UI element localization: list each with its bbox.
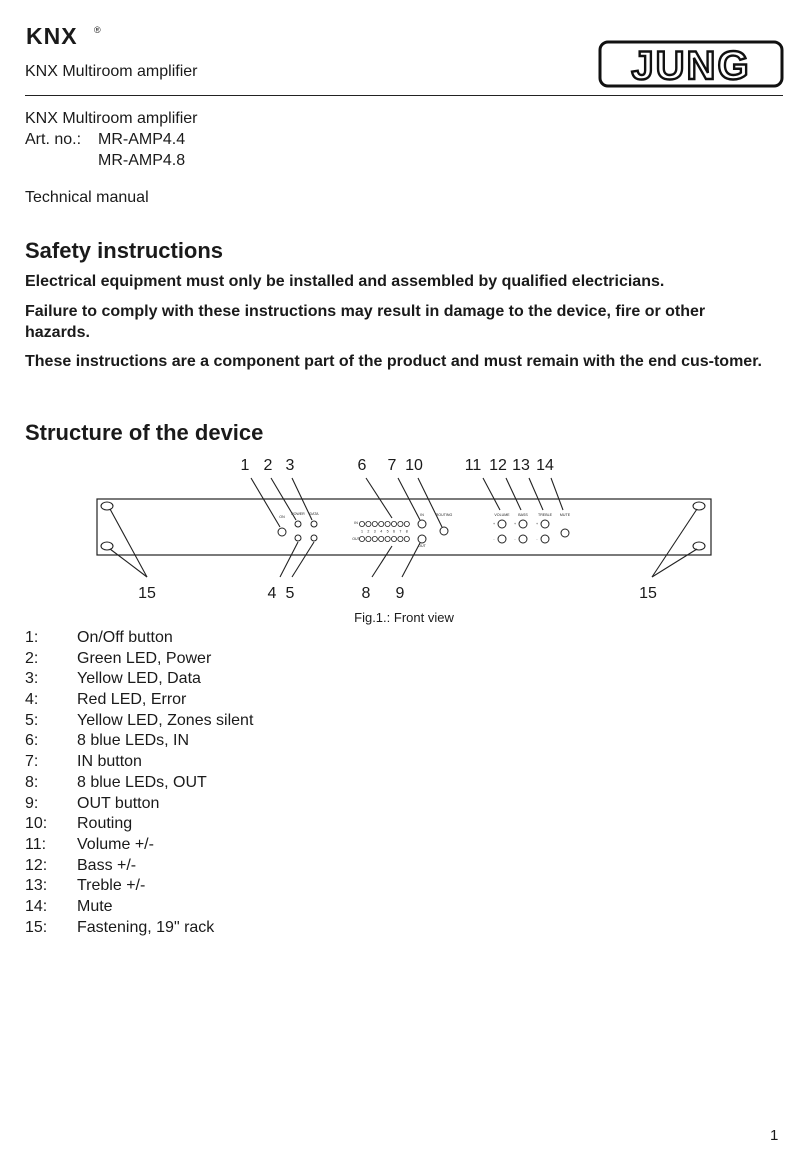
blue-led-in	[398, 521, 403, 526]
art-number-value: MR-AMP4.8	[98, 152, 186, 169]
legend-number: 15:	[25, 918, 48, 936]
legend-text: Red LED, Error	[77, 691, 187, 709]
leader-line-6	[366, 478, 392, 518]
channel-number: 8	[405, 529, 408, 534]
knx-logo-text: KNX	[26, 23, 78, 49]
callout-4: 4	[267, 585, 277, 602]
legend-text: Bass +/-	[77, 856, 137, 874]
blue-led-in	[372, 521, 377, 526]
legend-text: 8 blue LEDs, IN	[77, 732, 190, 750]
document-type: Technical manual	[25, 189, 149, 206]
product-name: KNX Multiroom amplifier	[25, 110, 198, 127]
panel-label-minus: -	[493, 537, 495, 541]
legend-text: Routing	[77, 815, 133, 833]
safety-paragraph: Failure to comply with these instructions may result in damage to the device, fire or other hazards.	[25, 303, 706, 341]
header-divider	[25, 95, 783, 96]
bass-plus-button	[519, 520, 527, 528]
structure-heading: Structure of the device	[25, 420, 264, 445]
callout-10: 10	[405, 457, 423, 474]
volume-minus-button	[498, 535, 506, 543]
panel-label-plus: +	[492, 522, 496, 526]
legend-number: 12:	[25, 856, 48, 874]
callout-2: 2	[263, 457, 273, 474]
blue-led-out	[359, 536, 364, 541]
mounting-hole	[101, 502, 113, 510]
zones-silent-led	[311, 535, 317, 541]
jung-logo	[598, 40, 784, 88]
treble-plus-button	[541, 520, 549, 528]
blue-led-in	[385, 521, 390, 526]
blue-led-in	[366, 521, 371, 526]
art-number-row	[25, 129, 197, 150]
channel-number: 3	[373, 529, 376, 534]
callout-7: 7	[387, 457, 397, 474]
leader-line-15-right	[652, 549, 697, 577]
panel-label-out: OUT	[418, 544, 426, 548]
blue-led-out	[398, 536, 403, 541]
blue-led-in	[404, 521, 409, 526]
leader-line-15-left	[110, 549, 147, 577]
panel-label-minus: -	[514, 537, 516, 541]
panel-label-bass: BASS	[518, 513, 528, 517]
legend-text: Green LED, Power	[77, 649, 212, 667]
legend-text: Treble +/-	[77, 877, 146, 895]
legend-text: Yellow LED, Zones silent	[77, 711, 254, 729]
figure-caption: Fig.1.: Front view	[354, 610, 454, 625]
legend-number: 2:	[25, 649, 39, 667]
page-number: 1	[770, 1127, 779, 1144]
panel-label-data: DATA	[309, 512, 319, 516]
blue-led-in	[379, 521, 384, 526]
legend-number: 13:	[25, 877, 48, 895]
legend-number: 14:	[25, 897, 48, 915]
blue-led-out	[372, 536, 377, 541]
panel-label-in: IN	[420, 513, 424, 517]
callout-5: 5	[285, 585, 295, 602]
channel-number: 7	[399, 529, 402, 534]
in-button	[418, 520, 426, 528]
legend-number: 11:	[25, 835, 47, 853]
error-led	[295, 535, 301, 541]
legend-text: OUT button	[77, 794, 160, 812]
treble-minus-button	[541, 535, 549, 543]
on-off-button	[278, 528, 286, 536]
legend-text: Fastening, 19" rack	[77, 918, 215, 936]
knx-logo-mark: ®	[94, 25, 101, 35]
panel-label-mute: MUTE	[559, 513, 571, 517]
legend-text: Mute	[77, 897, 113, 915]
panel-label-on: ON	[279, 515, 285, 519]
legend-text: Volume +/-	[77, 835, 154, 853]
leader-line-9	[402, 543, 420, 577]
legend-text: Yellow LED, Data	[77, 670, 201, 688]
panel-label-plus: +	[535, 522, 539, 526]
art-number-row	[25, 150, 197, 171]
callout-1: 1	[240, 457, 250, 474]
legend-number: 9:	[25, 794, 39, 812]
leader-line-15-left	[110, 509, 147, 577]
leader-line-13	[529, 478, 543, 510]
callout-14: 14	[536, 457, 554, 474]
callout-9: 9	[395, 585, 405, 602]
leader-line-11	[483, 478, 500, 510]
art-number-value: MR-AMP4.4	[98, 131, 186, 148]
channel-number: 4	[380, 529, 383, 534]
product-info	[25, 108, 197, 171]
channel-number: 5	[386, 529, 389, 534]
callout-8: 8	[361, 585, 371, 602]
legend-text: 8 blue LEDs, OUT	[77, 773, 207, 791]
blue-led-in	[359, 521, 364, 526]
mounting-hole	[693, 502, 705, 510]
front-view-figure	[0, 450, 808, 620]
mounting-hole	[101, 542, 113, 550]
legend-number: 7:	[25, 753, 39, 771]
routing-button	[440, 527, 448, 535]
legend-number: 10:	[25, 815, 48, 833]
legend-number: 1:	[25, 629, 39, 646]
callout-13: 13	[512, 457, 530, 474]
bass-minus-button	[519, 535, 527, 543]
legend-number: 5:	[25, 711, 39, 729]
legend-number: 8:	[25, 773, 39, 791]
panel-label-plus: +	[513, 522, 517, 526]
callout-3: 3	[285, 457, 295, 474]
legend-text: IN button	[77, 753, 142, 771]
blue-led-out	[391, 536, 396, 541]
blue-led-out	[366, 536, 371, 541]
out-button	[418, 535, 426, 543]
safety-paragraph: Electrical equipment must only be installed and assembled by qualified electricians.	[25, 273, 665, 290]
legend-number: 6:	[25, 732, 39, 750]
safety-heading: Safety instructions	[25, 238, 224, 263]
panel-label-routing: ROUTING	[435, 513, 453, 517]
power-led	[295, 521, 301, 527]
panel-label-volume: VOLUME	[494, 513, 510, 517]
callout-15-right: 15	[639, 585, 657, 602]
data-led	[311, 521, 317, 527]
blue-led-out	[379, 536, 384, 541]
legend-number: 4:	[25, 691, 39, 709]
art-number-label: Art. no.:	[25, 131, 82, 148]
knx-logo	[26, 22, 116, 50]
volume-plus-button	[498, 520, 506, 528]
callout-15-left: 15	[138, 585, 156, 602]
callout-11: 11	[464, 457, 482, 474]
callout-12: 12	[489, 457, 507, 474]
legend-number: 3:	[25, 670, 39, 688]
channel-number: 2	[367, 529, 370, 534]
leader-line-8	[372, 546, 392, 577]
mute-button	[561, 529, 569, 537]
blue-led-out	[385, 536, 390, 541]
safety-paragraph: These instructions are a component part of the product and must remain with the end cus-tomer.	[25, 353, 762, 370]
jung-logo-text: JUNG	[631, 44, 751, 88]
leader-line-12	[506, 478, 521, 510]
panel-label-power: POWER	[291, 512, 305, 516]
panel-label-treble: TREBLE	[538, 513, 552, 517]
panel-label-in-row: IN	[354, 521, 358, 525]
channel-number: 6	[393, 529, 395, 534]
panel-label-out-row: OUT	[352, 537, 360, 541]
device-front-panel	[97, 499, 711, 555]
blue-led-in	[391, 521, 396, 526]
callout-6: 6	[357, 457, 367, 474]
leader-line-14	[551, 478, 563, 510]
header-title: KNX Multiroom amplifier	[25, 63, 198, 80]
legend-text: On/Off button	[77, 629, 173, 646]
panel-label-minus: -	[536, 537, 538, 541]
mounting-hole	[693, 542, 705, 550]
channel-number: 1	[361, 529, 363, 534]
blue-led-out	[404, 536, 409, 541]
leader-line-15-right	[652, 509, 697, 577]
